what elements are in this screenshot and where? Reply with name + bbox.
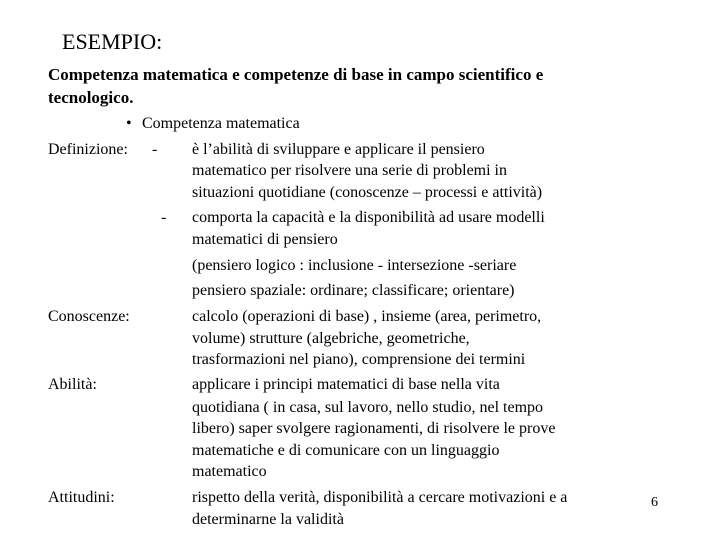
abilita-label: Abilità: [48,376,97,393]
slide-title: ESEMPIO: [62,29,163,54]
definizione-dash-1: - [152,141,158,158]
section-heading-line-1: Competenza matematica e competenze di base in campo scientifico e [48,65,544,84]
definizione-label: Definizione: [48,141,128,158]
bullet-icon: • [126,115,132,132]
abilita-line: matematico [192,463,267,480]
definizione-line: matematico per risolvere una serie di problemi in [192,162,507,179]
section-heading-line-2: tecnologico. [48,88,134,107]
conoscenze-line: trasformazioni nel piano), comprensione dei termini [192,351,526,368]
definizione-line: situazioni quotidiane (conoscenze – processi e attività) [192,184,543,201]
abilita-line: matematiche e di comunicare con un linguaggio [192,442,500,459]
definizione-line: pensiero spaziale: ordinare; classificare; orientare) [192,282,515,299]
bullet-text: Competenza matematica [142,115,300,132]
abilita-line: quotidiana ( in casa, sul lavoro, nello studio, nel tempo [192,399,544,416]
definizione-line: matematici di pensiero [192,231,338,248]
attitudini-label: Attitudini: [48,489,115,506]
attitudini-line: rispetto della verità, disponibilità a cercare motivazioni e a [192,489,568,506]
abilita-line: applicare i principi matematici di base nella vita [192,376,500,393]
conoscenze-label: Conoscenze: [48,308,130,325]
definizione-line: (pensiero logico : inclusione - intersezione -seriare [192,257,517,274]
definizione-line: comporta la capacità e la disponibilità ad usare modelli [192,209,545,226]
definizione-dash-2: - [161,209,167,226]
definizione-line: è l’abilità di sviluppare e applicare il pensiero [192,141,485,158]
conoscenze-line: volume) strutture (algebriche, geometriche, [192,330,470,347]
conoscenze-line: calcolo (operazioni di base) , insieme (area, perimetro, [192,308,542,325]
page-number: 6 [651,495,658,510]
attitudini-line: determinarne la validità [192,511,344,528]
abilita-line: libero) saper svolgere ragionamenti, di risolvere le prove [192,420,556,437]
